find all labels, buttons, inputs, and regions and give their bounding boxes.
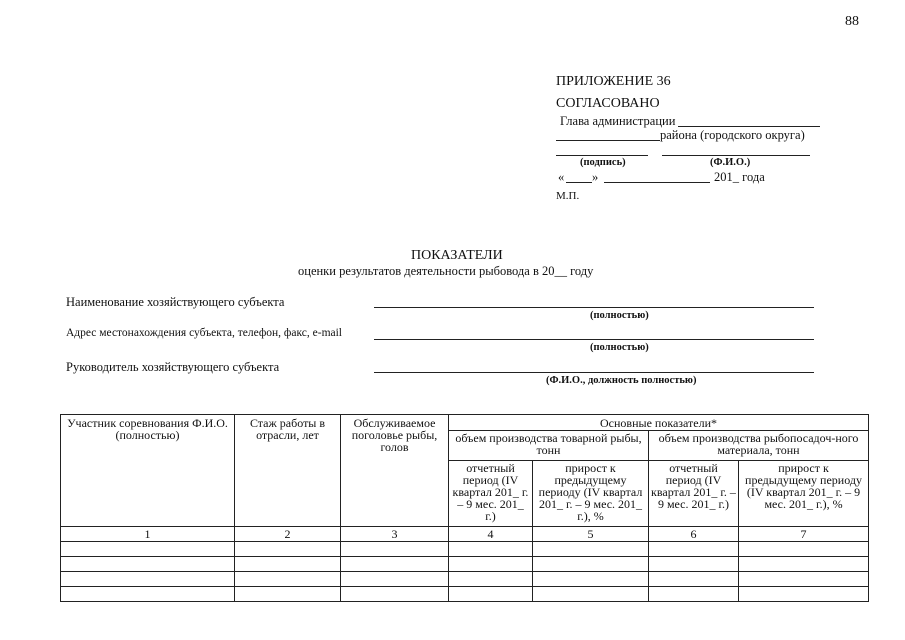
column-number: 5 bbox=[533, 527, 649, 542]
fio-caption: (Ф.И.О.) bbox=[710, 157, 751, 168]
date-month-line bbox=[604, 182, 710, 183]
document-subtitle: оценки результатов деятельности рыбовода в 20__ году bbox=[298, 264, 594, 278]
signature-line bbox=[556, 155, 648, 156]
header-growth-a: прирост к предыдущему периоду (IV квартал 201_ г. – 9 мес. 201_ г.), % bbox=[533, 461, 649, 527]
table-cell[interactable] bbox=[341, 572, 449, 587]
indicators-table bbox=[60, 414, 869, 602]
table-cell[interactable] bbox=[449, 572, 533, 587]
header-commercial-fish: объем производства товарной рыбы, тонн bbox=[449, 431, 649, 461]
table-cell[interactable] bbox=[739, 542, 869, 557]
field-entity-name-label: Наименование хозяйствующего субъекта bbox=[66, 295, 285, 309]
table-cell[interactable] bbox=[61, 557, 235, 572]
field-manager-caption: (Ф.И.О., должность полностью) bbox=[546, 375, 697, 386]
header-experience: Стаж работы в отрасли, лет bbox=[235, 415, 341, 527]
date-year-label: 201_ года bbox=[714, 170, 765, 184]
appendix-label: ПРИЛОЖЕНИЕ 36 bbox=[556, 74, 671, 89]
document-title: ПОКАЗАТЕЛИ bbox=[411, 248, 503, 263]
table-cell[interactable] bbox=[739, 587, 869, 602]
table-cell[interactable] bbox=[341, 587, 449, 602]
table-row bbox=[61, 542, 869, 557]
table-cell[interactable] bbox=[235, 542, 341, 557]
field-address-label: Адрес местонахождения субъекта, телефон, факс, e-mail bbox=[66, 327, 343, 339]
table-cell[interactable] bbox=[649, 557, 739, 572]
column-number: 2 bbox=[235, 527, 341, 542]
approved-label: СОГЛАСОВАНО bbox=[556, 96, 660, 111]
header-growth-b: прирост к предыдущему периоду (IV квартал 201_ г. – 9 мес. 201_ г.), % bbox=[739, 461, 869, 527]
district-label: района (городского округа) bbox=[660, 128, 805, 142]
table-cell[interactable] bbox=[61, 572, 235, 587]
field-manager-line[interactable] bbox=[374, 372, 814, 373]
table-cell[interactable] bbox=[533, 557, 649, 572]
page-number: 88 bbox=[845, 14, 859, 29]
header-livestock: Обслуживаемое поголовье рыбы, голов bbox=[341, 415, 449, 527]
header-period-a: отчетный период (IV квартал 201_ г. – 9 мес. 201_ г.) bbox=[449, 461, 533, 527]
stamp-label: М.П. bbox=[556, 190, 580, 202]
table-cell[interactable] bbox=[61, 587, 235, 602]
table-cell[interactable] bbox=[739, 572, 869, 587]
signature-caption: (подпись) bbox=[580, 157, 626, 168]
table-cell[interactable] bbox=[649, 542, 739, 557]
table-cell[interactable] bbox=[235, 572, 341, 587]
field-entity-name-line[interactable] bbox=[374, 307, 814, 308]
date-day-line bbox=[566, 182, 592, 183]
field-address-line[interactable] bbox=[374, 339, 814, 340]
column-number: 6 bbox=[649, 527, 739, 542]
table-cell[interactable] bbox=[533, 572, 649, 587]
field-manager-label: Руководитель хозяйствующего субъекта bbox=[66, 360, 280, 374]
table-cell[interactable] bbox=[61, 542, 235, 557]
table-cell[interactable] bbox=[533, 587, 649, 602]
header-main-indicators: Основные показатели* bbox=[449, 415, 869, 431]
table-row bbox=[61, 557, 869, 572]
table-cell[interactable] bbox=[449, 542, 533, 557]
table-cell[interactable] bbox=[341, 557, 449, 572]
header-participant: Участник соревнования Ф.И.О. (полностью) bbox=[61, 415, 235, 527]
table-cell[interactable] bbox=[449, 557, 533, 572]
column-number: 1 bbox=[61, 527, 235, 542]
table-cell[interactable] bbox=[533, 542, 649, 557]
table-cell[interactable] bbox=[649, 572, 739, 587]
table-cell[interactable] bbox=[739, 557, 869, 572]
column-number: 3 bbox=[341, 527, 449, 542]
table-cell[interactable] bbox=[235, 587, 341, 602]
district-line bbox=[556, 140, 660, 141]
head-of-admin-label: Глава администрации bbox=[560, 114, 676, 128]
field-address-caption: (полностью) bbox=[590, 342, 649, 353]
table-cell[interactable] bbox=[341, 542, 449, 557]
column-number-row bbox=[61, 527, 869, 542]
fio-line bbox=[662, 155, 810, 156]
table-cell[interactable] bbox=[649, 587, 739, 602]
table-row bbox=[61, 572, 869, 587]
date-close-quote: » bbox=[592, 170, 599, 184]
table-cell[interactable] bbox=[449, 587, 533, 602]
column-number: 4 bbox=[449, 527, 533, 542]
date-open-quote: « bbox=[558, 170, 565, 184]
table-row bbox=[61, 587, 869, 602]
head-of-admin-line bbox=[678, 126, 820, 127]
column-number: 7 bbox=[739, 527, 869, 542]
header-stocking-material: объем производства рыбопосадоч-ного материала, тонн bbox=[649, 431, 869, 461]
header-period-b: отчетный период (IV квартал 201_ г. – 9 мес. 201_ г.) bbox=[649, 461, 739, 527]
table-cell[interactable] bbox=[235, 557, 341, 572]
field-entity-name-caption: (полностью) bbox=[590, 310, 649, 321]
